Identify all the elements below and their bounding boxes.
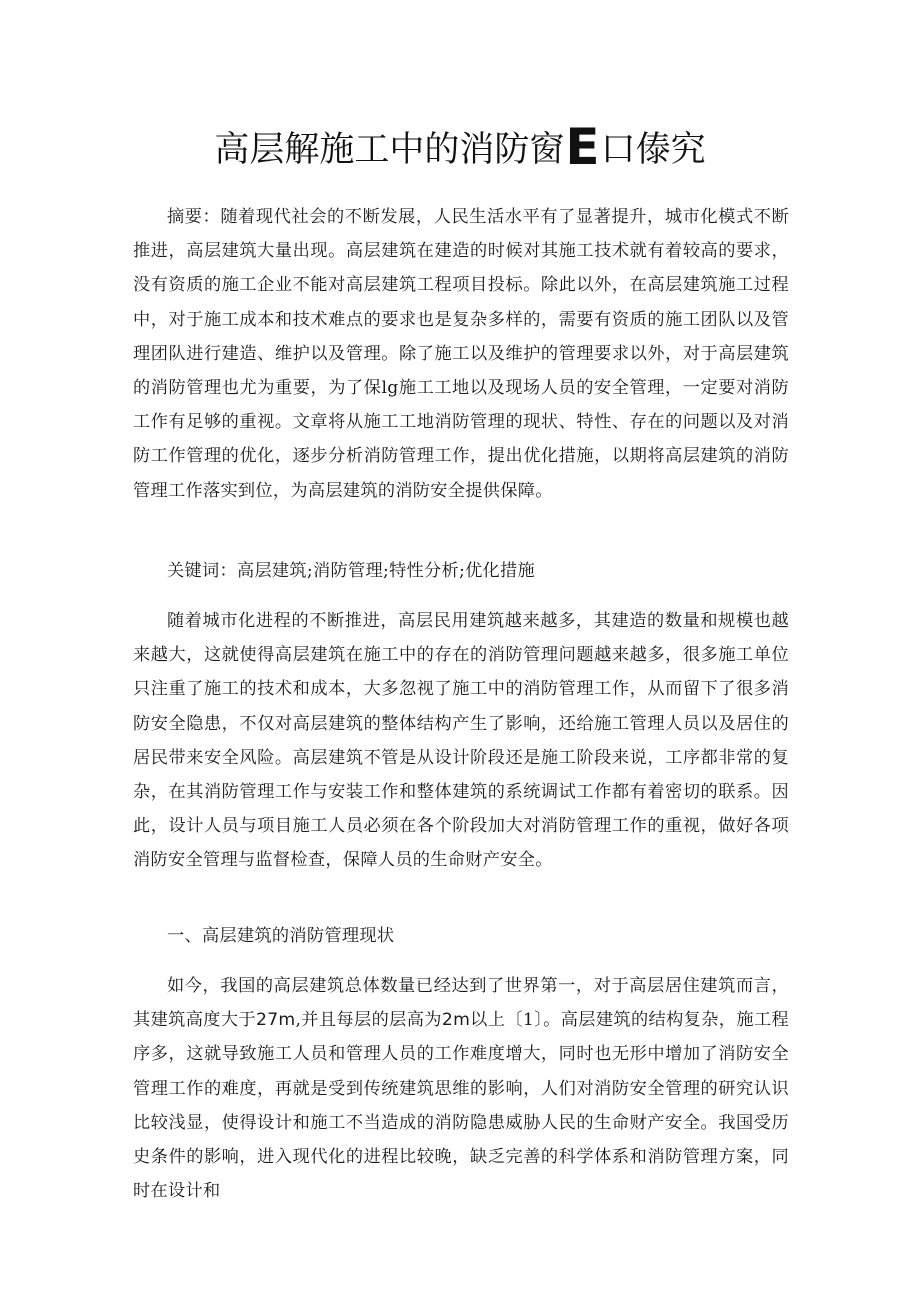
citation-ref: 〔1〕 <box>505 1010 544 1031</box>
section-heading: 一、高层建筑的消防管理现状 <box>167 926 395 946</box>
height-value: 27m <box>255 1010 296 1031</box>
abstract-paragraph: 摘要：随着现代社会的不断发展，人民生活水平有了显著提升，城市化模式不断推进，高层建筑大量出现。高层建筑在建造的时候对其施工技术就有着较高的要求，没有资质的施工企业不能对高层建筑工程项目投标。除此以外，在高层建筑施工过程中，对于施工成本和技术难点的要求也是复杂多样的，需要有资质的施工团队以及管理团队进行建造、维护以及管理。除了施工以及维护的管理要求以外，对于高层建筑的消防管理也尤为重要，为了保lg施工工地以及现场人员的安全管理，一定要对消防工作有足够的重视。文章将从施工工地消防管理的现状、特性、存在的问题以及对消防工作管理的优化，逐步分析消防管理工作，提出优化措施，以期将高层建筑的消防管理工作落实到位，为高层建筑的消防安全提供保障。 <box>133 207 789 501</box>
section-text-c: 以上 <box>470 1010 506 1031</box>
section-text-b: ,并且每层的层高为 <box>295 1010 442 1031</box>
section-paragraph <box>133 969 789 1208</box>
title-text-start: 高层解施工中的消防窗 <box>214 130 565 170</box>
intro-paragraph: 随着城市化进程的不断推进，高层民用建筑越来越多，其建造的数量和规模也越来越大，这就使得高层建筑在施工中的存在的消防管理问题越来越多，很多施工单位只注重了施工的技术和成本，大多忽视了施工中的消防管理工作，从而留下了很多消防安全隐患，不仅对高层建筑的整体结构产生了影响，还给施工管理人员以及居住的居民带来安全风险。高层建筑不管是从设计阶段还是施工阶段来说，工序都非常的复杂，在其消防管理工作与安装工作和整体建筑的系统调试工作都有着密切的联系。因此，设计人员与项目施工人员必须在各个阶段加大对消防管理工作的重视，做好各项消防安全管理与监督检查，保障人员的生命财产安全。 <box>133 611 789 871</box>
section-text-d: 。高层建筑的结构复杂，施工程序多，这就导致施工人员和管理人员的工作难度增大，同时也无形中增加了消防安全管理工作的难度，再就是受到传统建筑思维的影响，人们对消防安全管理的研究认识比较浅显，使得设计和施工不当造成的消防隐患威胁人民的生命财产安全。我国受历史条件的影响，进入现代化的进程比较晚，缺乏完善的科学体系和消防管理方案，同时在设计和 <box>133 1010 789 1202</box>
keywords-line: 关键词：高层建筑;消防管理;特性分析;优化措施 <box>167 561 536 581</box>
section-text-a: 如今，我国的高层建筑总体数量已经达到了世界第一，对于高层居住建筑而言，其建筑高度大于 <box>133 976 789 1031</box>
floor-height-value: 2m <box>441 1010 471 1031</box>
title-text-end: 口傣究 <box>600 130 706 170</box>
title-large-letter: E <box>565 118 600 176</box>
page-title <box>0 118 920 176</box>
